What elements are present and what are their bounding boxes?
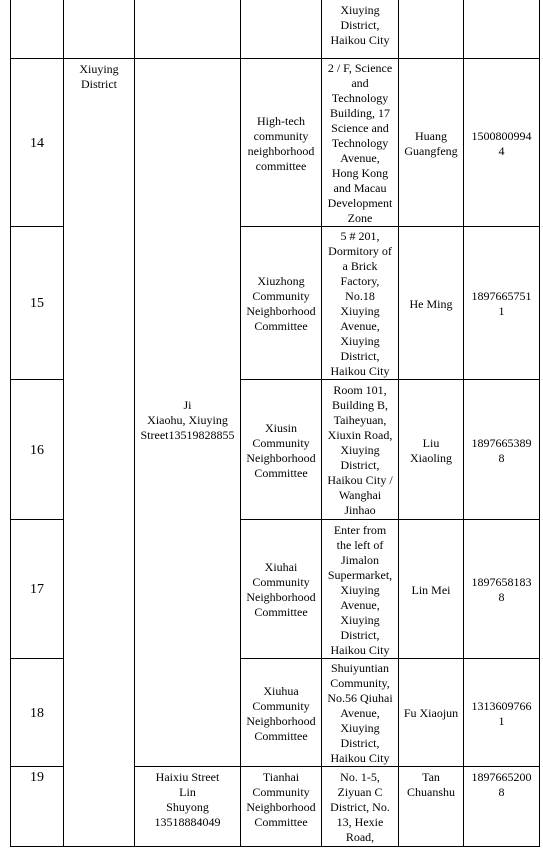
- cell-line: 8: [498, 451, 505, 465]
- cell-line: 1500800994: [471, 129, 532, 143]
- cell-line: 1897665200: [471, 770, 532, 784]
- cell-line: Street13519828855: [140, 428, 235, 442]
- cell-line: community: [253, 129, 309, 143]
- cell-line: Fu Xiaojun: [403, 706, 459, 720]
- cell-line: Factory,: [340, 274, 380, 288]
- cell-line: Haikou City: [330, 751, 390, 765]
- cell-line: 8: [498, 785, 505, 799]
- cell-line: 19: [30, 770, 44, 785]
- cell-line: Xiuzhong: [257, 274, 305, 288]
- phone-cell: [463, 58, 540, 227]
- contact-cell: [398, 226, 464, 380]
- cell-line: Chuanshu: [407, 785, 455, 799]
- cell-line: 1897658183: [471, 575, 532, 589]
- cell-line: Taiheyuan,: [333, 413, 387, 427]
- no-cell: [10, 379, 64, 520]
- cell-line: Liu: [422, 436, 440, 450]
- cell-line: Xiaoling: [410, 451, 452, 465]
- committee-cell: [240, 379, 322, 520]
- cell-line: Tianhai: [262, 770, 300, 784]
- cell-line: Room 101,: [333, 383, 387, 397]
- cell-line: Enter from: [333, 523, 387, 537]
- cell-line: Supermarket,: [327, 568, 393, 582]
- cell-line: Haikou City: [330, 364, 390, 378]
- contact-cell: [398, 658, 464, 767]
- address-cell: [321, 766, 399, 847]
- cell-line: Zone: [347, 211, 373, 225]
- cell-line: Shuyong: [166, 800, 209, 814]
- address-cell: [321, 226, 399, 380]
- cell-line: No.56 Qiuhai: [327, 691, 393, 705]
- cell-line: Lin: [179, 785, 196, 799]
- cell-line: District,: [340, 349, 380, 363]
- no-cell: [10, 658, 64, 767]
- cell-line: Xiuying: [340, 334, 380, 348]
- cell-line: Avenue,: [340, 319, 380, 333]
- cell-line: Jinhao: [344, 503, 376, 517]
- cell-line: Development: [327, 196, 393, 210]
- phone-cell: [463, 658, 540, 767]
- cell-line: 18: [30, 706, 44, 721]
- cell-line: and: [351, 76, 369, 90]
- cell-line: 1897665751: [471, 289, 532, 303]
- cell-line: Neighborhood: [246, 451, 316, 465]
- contact-cell: [398, 519, 464, 659]
- phone-cell: [463, 0, 540, 59]
- no-cell: [10, 226, 64, 380]
- cell-line: Ji: [183, 398, 192, 412]
- cell-line: Xiuxin Road,: [327, 428, 393, 442]
- cell-line: Neighborhood: [246, 590, 316, 604]
- cell-line: District,: [340, 628, 380, 642]
- cell-line: Xiaohu, Xiuying: [147, 413, 228, 427]
- cell-line: Committee: [254, 729, 308, 743]
- cell-line: Xiuying: [340, 304, 380, 318]
- cell-line: committee: [255, 159, 307, 173]
- contact-cell: [398, 379, 464, 520]
- no-cell: [10, 0, 64, 59]
- cell-line: Avenue,: [340, 151, 380, 165]
- cell-line: Guangfeng: [404, 144, 458, 158]
- cell-line: Community: [252, 785, 310, 799]
- cell-line: Community: [252, 699, 310, 713]
- cell-line: Xiusin: [264, 421, 297, 435]
- contact-cell: [398, 766, 464, 847]
- committee-cell: [240, 658, 322, 767]
- district-cell: [63, 0, 135, 59]
- committee-cell: [240, 519, 322, 659]
- cell-line: Community,: [330, 676, 390, 690]
- cell-line: District: [81, 77, 117, 91]
- cell-line: Dormitory of: [328, 244, 392, 258]
- cell-line: Jimalon: [341, 553, 379, 567]
- cell-line: Haikou City: [330, 33, 390, 47]
- committee-cell: [240, 226, 322, 380]
- cell-line: 14: [30, 136, 44, 151]
- phone-cell: [463, 766, 540, 847]
- cell-line: Neighborhood: [246, 714, 316, 728]
- address-cell: [321, 58, 399, 227]
- address-cell: [321, 379, 399, 520]
- no-cell: [10, 519, 64, 659]
- no-cell: [10, 766, 64, 847]
- cell-line: Committee: [254, 815, 308, 829]
- cell-line: Building, 17: [329, 106, 390, 120]
- committee-cell: [240, 58, 322, 227]
- phone-cell: [463, 519, 540, 659]
- cell-line: No.18: [345, 289, 375, 303]
- cell-line: Neighborhood: [246, 800, 316, 814]
- cell-line: High-tech: [257, 114, 305, 128]
- address-cell: [321, 658, 399, 767]
- cell-line: Science and: [331, 121, 389, 135]
- district-cell: [63, 58, 135, 847]
- address-cell: [321, 0, 399, 59]
- cell-line: Neighborhood: [246, 304, 316, 318]
- cell-line: Shuiyuntian: [330, 661, 389, 675]
- cell-line: No. 1-5,: [340, 770, 380, 784]
- cell-line: District,: [340, 736, 380, 750]
- cell-line: the left of: [336, 538, 384, 552]
- cell-line: Xiuying: [79, 62, 119, 76]
- cell-line: 8: [498, 590, 505, 604]
- cell-line: Technology: [331, 136, 389, 150]
- cell-line: Community: [252, 575, 310, 589]
- cell-line: Avenue,: [340, 598, 380, 612]
- cell-line: Lin Mei: [411, 583, 451, 597]
- cell-line: District, No.: [330, 800, 390, 814]
- cell-line: Ziyuan C: [337, 785, 383, 799]
- cell-line: Xiuhua: [263, 684, 299, 698]
- cell-line: 16: [30, 443, 44, 458]
- committee-cell: [240, 766, 322, 847]
- cell-line: Road,: [345, 830, 375, 844]
- cell-line: Xiuying: [340, 613, 380, 627]
- cell-line: 13, Hexie: [336, 815, 384, 829]
- cell-line: 5 # 201,: [340, 229, 380, 243]
- cell-line: 4: [498, 144, 505, 158]
- cell-line: Xiuying: [340, 583, 380, 597]
- cell-line: Haikou City: [330, 643, 390, 657]
- cell-line: neighborhood: [247, 144, 315, 158]
- cell-line: District,: [340, 458, 380, 472]
- cell-line: Xiuying: [340, 721, 380, 735]
- cell-line: 15: [30, 296, 44, 311]
- cell-line: Xiuhai: [264, 560, 298, 574]
- cell-line: Community: [252, 289, 310, 303]
- cell-line: 1897665389: [471, 436, 532, 450]
- cell-line: 13518884049: [154, 815, 221, 829]
- cell-line: a Brick: [342, 259, 378, 273]
- cell-line: Community: [252, 436, 310, 450]
- committee-cell: [240, 0, 322, 59]
- cell-line: Haixiu Street: [155, 770, 220, 784]
- phone-cell: [463, 226, 540, 380]
- cell-line: 1: [498, 714, 505, 728]
- cell-line: Xiuying: [340, 3, 380, 17]
- cell-line: Committee: [254, 605, 308, 619]
- cell-line: Avenue,: [340, 706, 380, 720]
- no-cell: [10, 58, 64, 227]
- cell-line: 17: [30, 582, 44, 597]
- cell-line: and Macau: [333, 181, 387, 195]
- street-cell: [134, 58, 241, 767]
- cell-line: Hong Kong: [331, 166, 389, 180]
- cell-line: Xiuying: [340, 443, 380, 457]
- cell-line: District,: [340, 18, 380, 32]
- phone-cell: [463, 379, 540, 520]
- cell-line: 1: [498, 304, 505, 318]
- cell-line: 2 / F, Science: [327, 61, 393, 75]
- contact-cell: [398, 58, 464, 227]
- cell-line: 1313609766: [471, 699, 532, 713]
- cell-line: Tan: [422, 770, 440, 784]
- cell-line: Committee: [254, 319, 308, 333]
- cell-line: Wanghai: [338, 488, 382, 502]
- street-cell: [134, 766, 241, 847]
- cell-line: Haikou City /: [327, 473, 393, 487]
- cell-line: Committee: [254, 466, 308, 480]
- cell-line: Building B,: [331, 398, 388, 412]
- street-cell: [134, 0, 241, 59]
- cell-line: Technology: [331, 91, 389, 105]
- contact-cell: [398, 0, 464, 59]
- cell-line: He Ming: [409, 297, 453, 311]
- cell-line: Huang: [415, 129, 447, 143]
- address-cell: [321, 519, 399, 659]
